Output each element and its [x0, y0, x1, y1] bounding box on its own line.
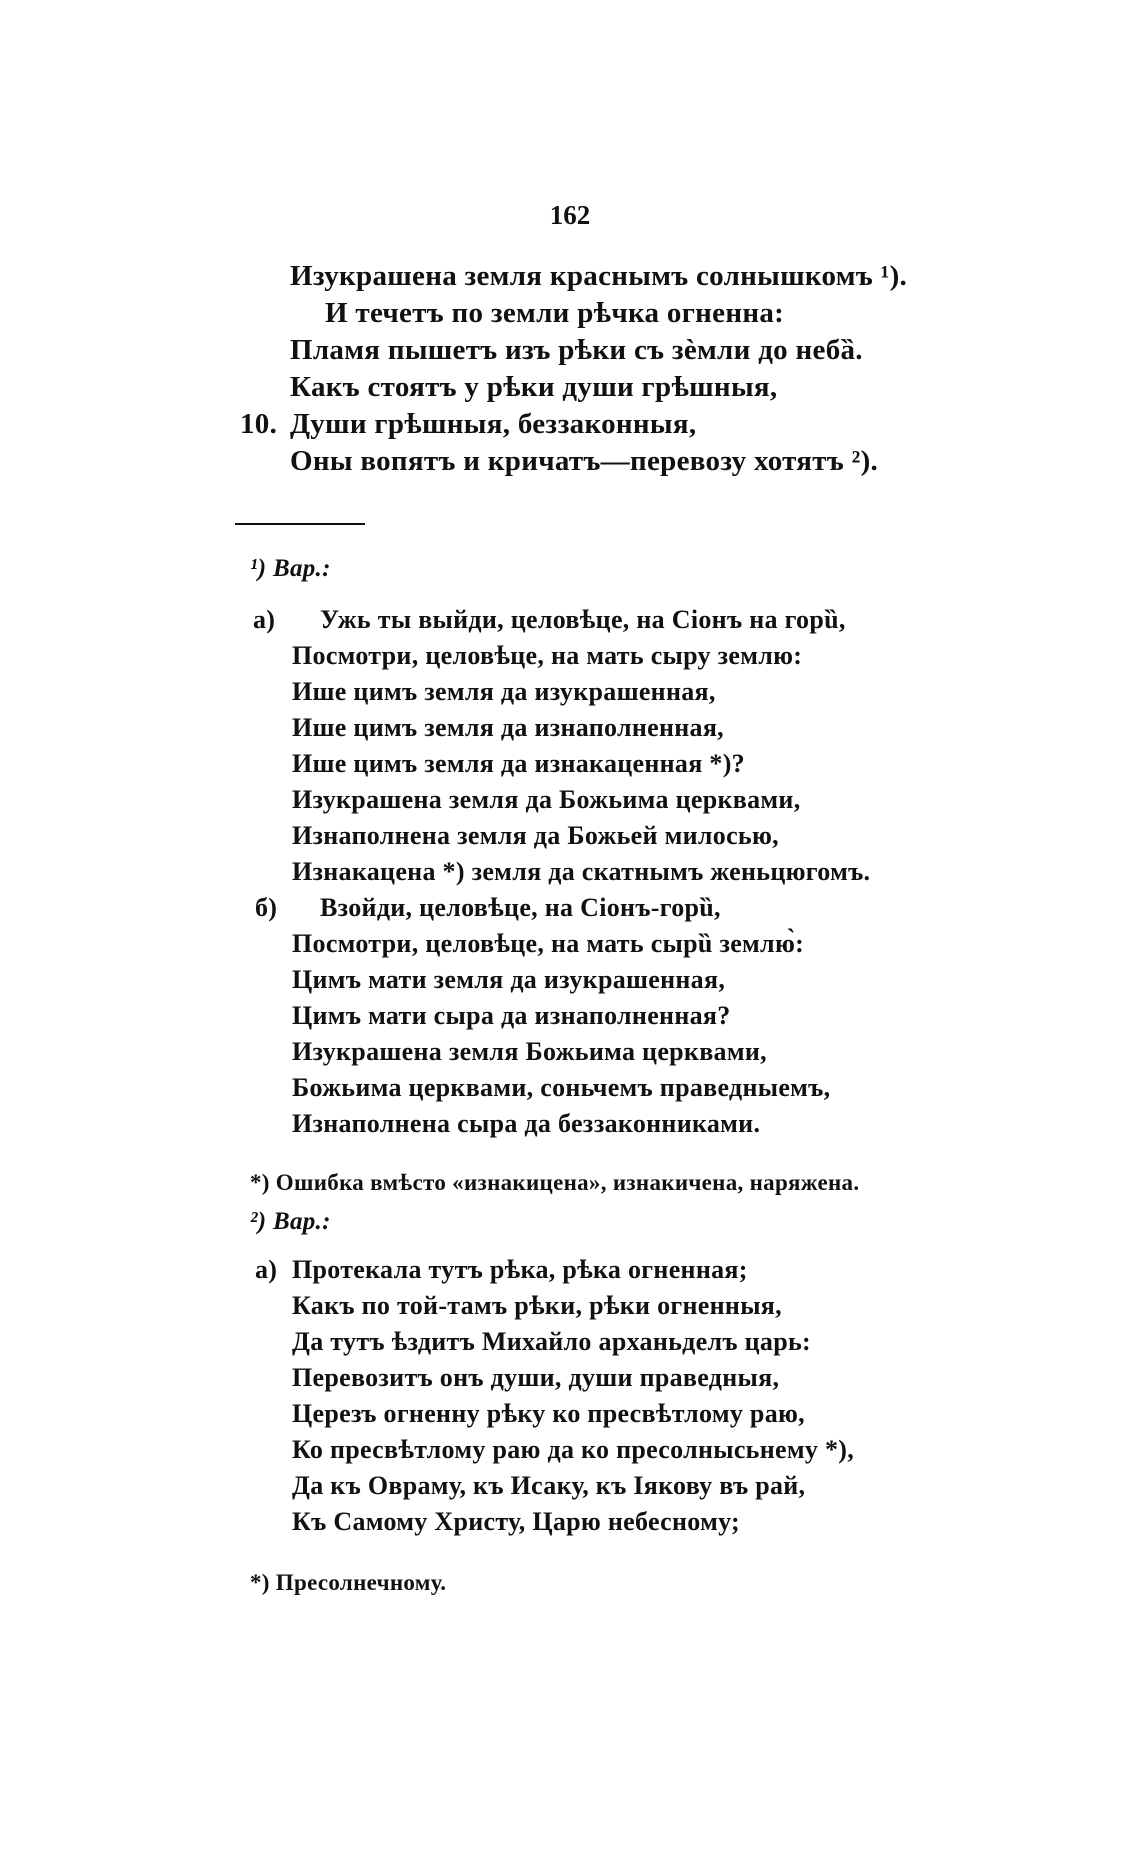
variant-line: Церезъ огненну рѣку ко пресвѣтлому раю, — [292, 1399, 805, 1428]
variant-line: Перевозитъ онъ души, души праведныя, — [292, 1363, 780, 1392]
footnote-1-star-note: *) Ошибка вмѣсто «изнакицена», изнакичена, наряжена. — [250, 1170, 860, 1195]
variant-line: Къ Самому Христу, Царю небесному; — [292, 1507, 740, 1536]
page-number: 162 — [549, 200, 591, 230]
variant-line: Цимъ мати сыра да изнаполненная? — [292, 1001, 731, 1030]
footnote-1-heading: ¹) Вар.: — [250, 555, 331, 582]
variant-line: Изукрашена земля да Божьима церквами, — [292, 785, 801, 814]
variant-line: Ише цимъ земля да изнаполненная, — [292, 713, 724, 742]
footnote-rule — [235, 523, 365, 525]
poem-line: И течетъ по земли рѣчка огненна: — [325, 297, 785, 329]
variant-line: Ужь ты выйди, целовѣце, на Сіонъ на горȕ, — [320, 605, 846, 634]
poem-line: Души грѣшныя, беззаконныя, — [290, 408, 697, 440]
variant-line: Изнаполнена сыра да беззаконниками. — [292, 1109, 761, 1138]
variant-line: Какъ по той-тамъ рѣки, рѣки огненныя, — [292, 1291, 782, 1320]
variant-line: Ко пресвѣтлому раю да ко пресолнысьнему *), — [292, 1435, 855, 1464]
variant-line: Божьима церквами, соньчемъ праведныемъ, — [292, 1073, 831, 1102]
variant-label: а) — [255, 1255, 278, 1284]
variant-line: Ише цимъ земля да изукрашенная, — [292, 677, 716, 706]
footnote-2-heading: ²) Вар.: — [250, 1208, 331, 1235]
variant-line: Изукрашена земля Божьима церквами, — [292, 1037, 767, 1066]
poem-line: Оны вопятъ и кричатъ—перевозу хотятъ ²). — [290, 445, 879, 477]
variant-label: а) — [253, 605, 276, 634]
variant-line: Изнаполнена земля да Божьей милосью, — [292, 821, 779, 850]
variant-line: Протекала тутъ рѣка, рѣка огненная; — [292, 1255, 748, 1284]
line-number: 10. — [240, 408, 278, 440]
variant-line: Да къ Овраму, къ Исаку, къ Іякову въ рай, — [292, 1471, 806, 1500]
variant-line: Да тутъ ѣздитъ Михайло арханьделъ царь: — [292, 1327, 811, 1356]
poem-line: Изукрашена земля краснымъ солнышкомъ ¹). — [290, 260, 908, 292]
footnote-2-star-note: *) Пресолнечному. — [250, 1570, 447, 1595]
variant-line: Ише цимъ земля да изнакаценная *)? — [292, 749, 745, 778]
variant-line: Посмотри, целовѣце, на мать сырȕ землю̀: — [292, 929, 805, 958]
variant-line: Изнакацена *) земля да скатнымъ женьцюгомъ. — [292, 857, 871, 886]
variant-line: Посмотри, целовѣце, на мать сыру землю: — [292, 641, 803, 670]
variant-line: Взойди, целовѣце, на Сіонъ-горȕ, — [320, 893, 721, 922]
variant-label: б) — [255, 893, 278, 922]
variant-line: Цимъ мати земля да изукрашенная, — [292, 965, 726, 994]
poem-line: Какъ стоятъ у рѣки души грѣшныя, — [290, 371, 778, 403]
poem-line: Пламя пышетъ изъ рѣки съ зѐмли до небȁ. — [290, 334, 863, 366]
